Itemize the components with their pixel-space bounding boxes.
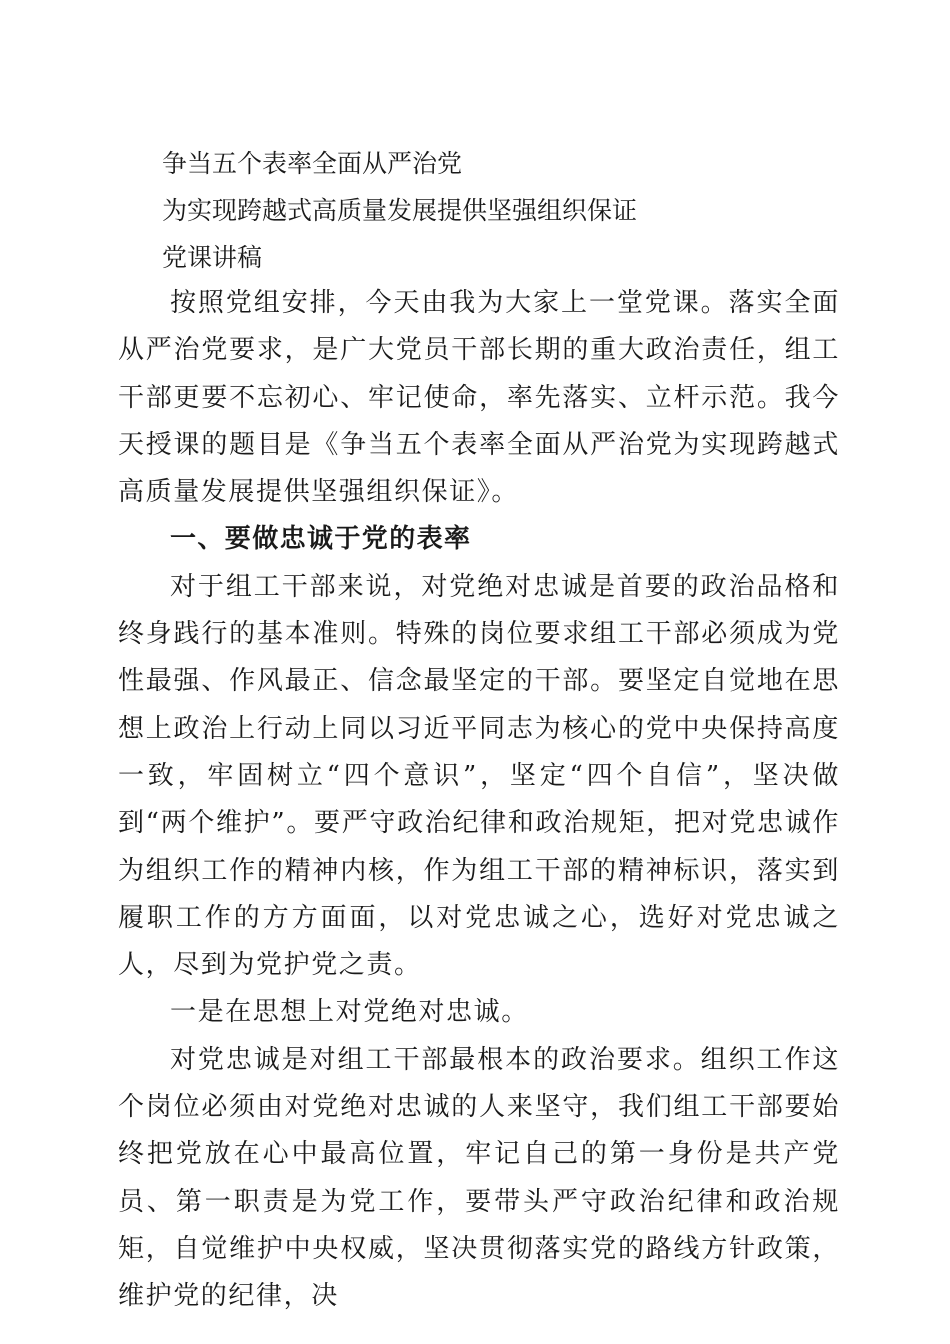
title-line-2: 为实现跨越式高质量发展提供坚强组织保证 (162, 196, 638, 225)
subsection-1-heading: 一是在思想上对党绝对忠诚。 (170, 997, 529, 1028)
title-block (162, 140, 862, 281)
title-line-1: 争当五个表率全面从严治党 (162, 149, 463, 178)
title-line-3: 党课讲稿 (162, 243, 263, 272)
section-1-heading: 一、要做忠诚于党的表率 (170, 524, 472, 555)
section-1-paragraph: 对于组工干部来说，对党绝对忠诚是首要的政治品格和终身践行的基本准则。特殊的岗位要求组工干部必须成为党性最强、作风最正、信念最坚定的干部。要坚定自觉地在思想上政治上行动上同以习近平同志为核心的党中央保持高度一致，牢固树立“四个意识”，坚定“四个自信”，坚决做到“两个维护”。要严守政治纪律和政治规矩，把对党忠诚作为组织工作的精神内核，作为组工干部的精神标识，落实到履职工作的方方面面，以对党忠诚之心，选好对党忠诚之人，尽到为党护党之责。 (118, 571, 840, 981)
intro-paragraph: 按照党组安排，今天由我为大家上一堂党课。落实全面从严治党要求，是广大党员干部长期的重大政治责任，组工干部更要不忘初心、牢记使命，率先落实、立杆示范。我今天授课的题目是《争当五个表率全面从严治党为实现跨越式高质量发展提供坚强组织保证》。 (118, 288, 840, 508)
document-body (118, 280, 840, 1321)
subsection-1-paragraph: 对党忠诚是对组工干部最根本的政治要求。组织工作这个岗位必须由对党绝对忠诚的人来坚守，我们组工干部要始终把党放在心中最高位置，牢记自己的第一身份是共产党员、第一职责是为党工作，要带头严守政治纪律和政治规矩，自觉维护中央权威，坚决贯彻落实党的路线方针政策，维护党的纪律，决 (118, 1044, 840, 1312)
